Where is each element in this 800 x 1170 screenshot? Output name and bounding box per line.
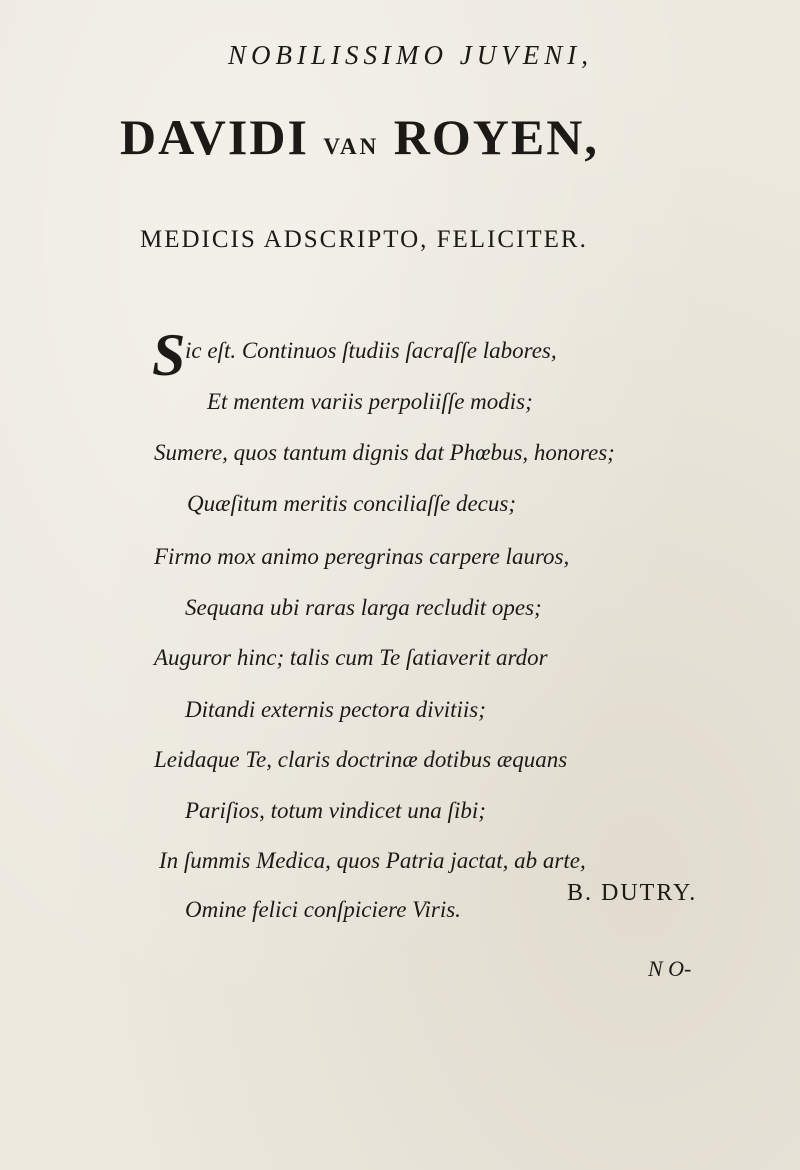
dedication-line-3: MEDICIS ADSCRIPTO, FELICITER.: [140, 226, 588, 253]
name-part-2: ROYEN,: [379, 109, 599, 165]
poem-line: Pariſios, totum vindicet una ſibi;: [185, 798, 486, 823]
poem-line: Quæſitum meritis conciliaſſe decus;: [187, 491, 516, 516]
poem-line: Et mentem variis perpoliiſſe modis;: [207, 389, 533, 414]
poem-line: Sumere, quos tantum dignis dat Phœbus, honores;: [154, 440, 615, 465]
name-van: van: [323, 126, 380, 162]
poem-line: Auguror hinc; talis cum Te ſatiaverit ardor: [154, 645, 548, 670]
name-part-1: DAVIDI: [120, 109, 324, 165]
poem-line: Omine felici conſpiciere Viris.: [185, 897, 461, 922]
dedication-name: [120, 108, 599, 166]
poem-line: Ditandi externis pectora divitiis;: [185, 697, 486, 722]
catchword: N O-: [648, 956, 692, 981]
signature: B. DUTRY.: [567, 880, 698, 906]
poem-line: Sequana ubi raras larga recludit opes;: [185, 595, 542, 620]
dedication-line-1: NOBILISSIMO JUVENI,: [228, 40, 593, 70]
drop-cap: S: [152, 322, 186, 388]
poem-line: In ſummis Medica, quos Patria jactat, ab arte,: [159, 848, 586, 873]
poem-line: Leidaque Te, claris doctrinæ dotibus æquans: [154, 747, 568, 772]
poem-line: Firmo mox animo peregrinas carpere lauros,: [154, 544, 570, 569]
poem-line: ic eſt. Continuos ſtudiis ſacraſſe labores,: [185, 338, 557, 363]
